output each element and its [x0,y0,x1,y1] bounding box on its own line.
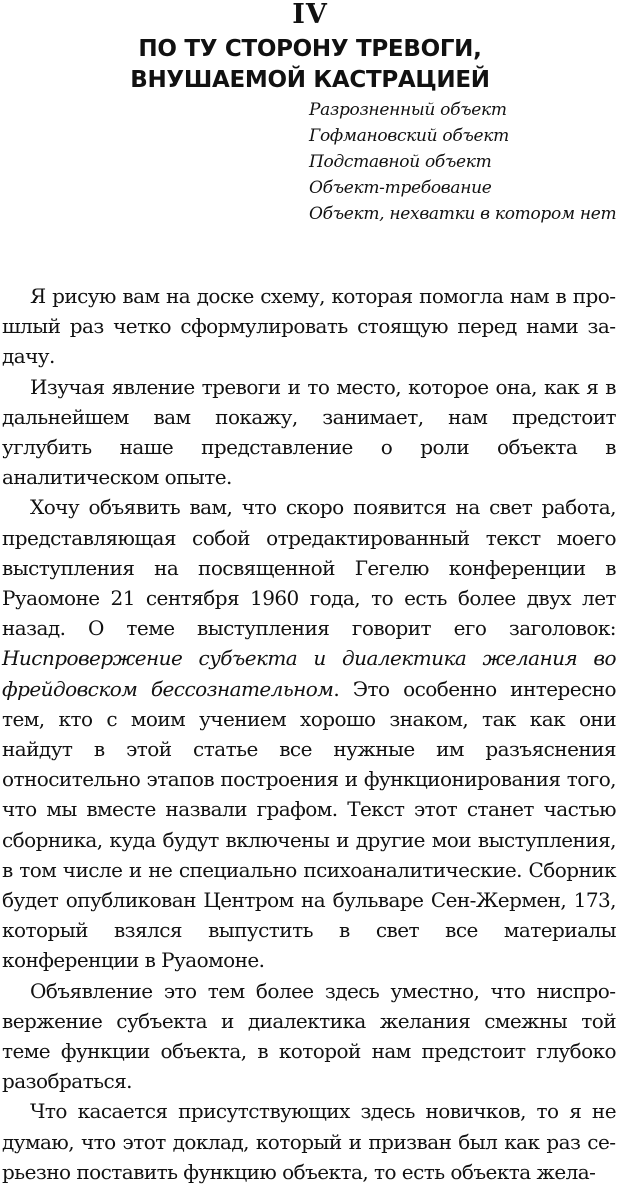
epigraph-line: Объект, нехватки в котором нет [309,204,617,224]
chapter-title-line-1: ПО ТУ СТОРОНУ ТРЕВОГИ, [138,36,482,62]
paragraph-3 [2,492,616,975]
paragraph-2: Изучая явление тревоги и то место, которое она, как я в дальнейшем вам покажу, занимает, нам предстоит углубить наше представление о роли объекта в аналитическом опыте. [2,374,616,490]
paragraph-3-text-b: . Это особенно интересно тем, кто с моим учением хорошо знаком, так как они найдут в этой статье все нужные им разъяснения относительно этапов построения и функционирования того, что мы вместе назвали графом. Текст этот станет частью сборника, куда будут включены и другие мои выступления, в том числе и не специально психоаналитические. Сборник будет опубликован Центром на бульваре Сен-Жермен, 173, который взялся выпустить в свет все материалы конференции в Руаомоне. [2,676,616,973]
paragraph-4: Объявление это тем более здесь уместно, что ниспровержение субъекта и диалектика желания смежны той теме функции объекта, в которой нам предстоит глубоко разобраться. [2,978,616,1094]
chapter-title [0,34,620,96]
paragraph-5: Что касается присутствующих здесь новичков, то я не думаю, что этот доклад, который и призван был как раз серьезно поставить функцию объекта, то есть объекта жела- [2,1099,616,1184]
chapter-number: IV [292,0,328,30]
epigraph-line: Разрозненный объект [309,100,507,120]
body-text [2,281,616,1187]
article-title: Ниспровержение субъекта и диалектика желания во фрейдовском бессознательном [2,646,616,701]
epigraph [309,97,619,227]
chapter-title-line-2: ВНУШАЕМОЙ КАСТРАЦИЕЙ [130,67,490,93]
paragraph-3-text-a: Хочу объявить вам, что скоро появится на свет работа, представляющая собой отредактированный текст моего выступления на посвященной Гегелю конференции в Руаомоне 21 сентября 1960 года, то есть более двух лет назад. О теме выступления говорит его заголовок: [2,495,616,641]
epigraph-line: Гофмановский объект [309,126,509,146]
epigraph-line: Объект-требование [309,178,492,198]
paragraph-1: Я рисую вам на доске схему, которая помогла нам в прошлый раз четко сформулировать стоящую перед нами задачу. [2,284,616,369]
epigraph-line: Подставной объект [309,152,492,172]
